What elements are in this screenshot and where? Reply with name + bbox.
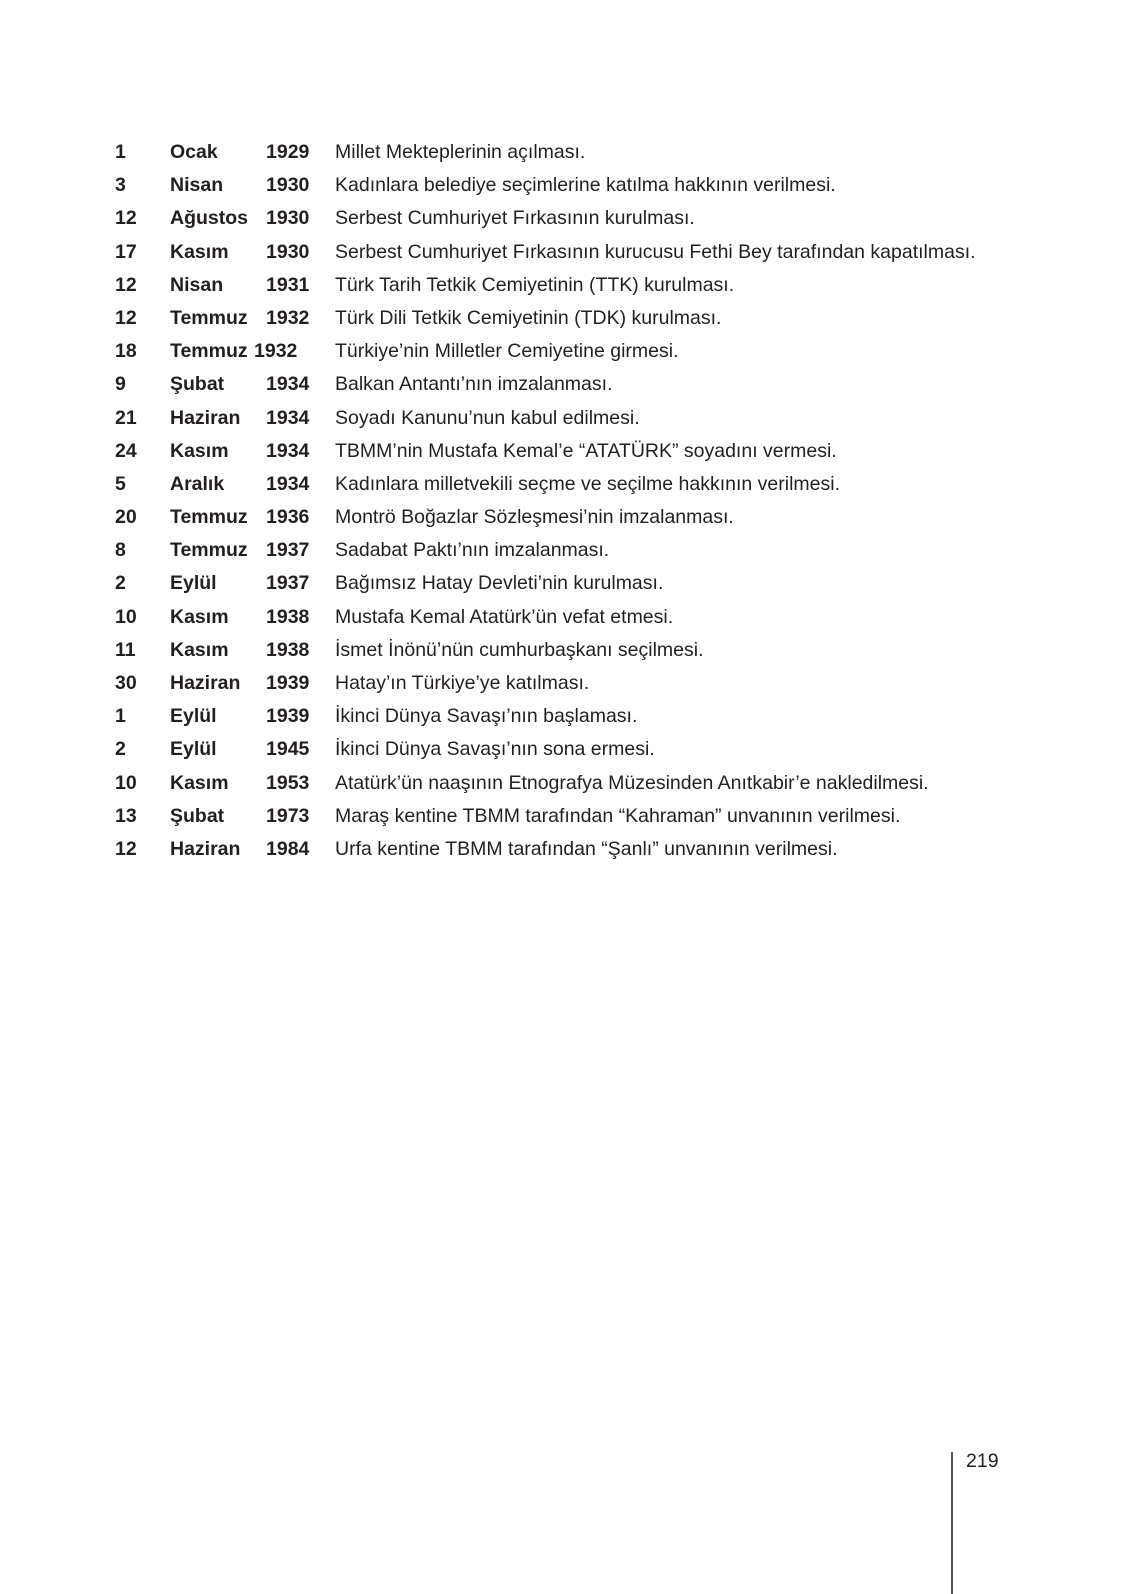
row-event: Türk Dili Tetkik Cemiyetinin (TDK) kurulması. — [335, 306, 722, 329]
row-event: Kadınlara belediye seçimlerine katılma hakkının verilmesi. — [335, 174, 836, 197]
row-month: Şubat — [170, 373, 225, 396]
row-month: Temmuz — [170, 506, 248, 529]
row-event: Millet Mekteplerinin açılması. — [335, 141, 586, 163]
row-day: 12 — [115, 207, 137, 230]
row-day: 24 — [115, 439, 137, 462]
row-day: 20 — [115, 506, 137, 529]
row-day: 10 — [115, 771, 137, 794]
chronology-row — [113, 335, 1013, 368]
row-event: Kadınlara milletvekili seçme ve seçilme hakkının verilmesi. — [335, 472, 841, 495]
row-month: Eylül — [170, 738, 217, 761]
row-year: 1937 — [266, 539, 310, 562]
row-month: Haziran — [170, 406, 241, 429]
page-number: 219 — [966, 1450, 999, 1472]
row-month: Temmuz — [170, 539, 248, 562]
row-event: Urfa kentine TBMM tarafından “Şanlı” unvanının verilmesi. — [335, 837, 838, 860]
row-event: Maraş kentine TBMM tarafından “Kahraman” unvanının verilmesi. — [335, 804, 901, 827]
row-day: 12 — [115, 273, 137, 296]
row-event: Türk Tarih Tetkik Cemiyetinin (TTK) kurulması. — [335, 273, 735, 296]
row-month: Haziran — [170, 837, 241, 860]
chronology-row — [113, 567, 1013, 600]
row-event: Montrö Boğazlar Sözleşmesi’nin imzalanması. — [335, 506, 734, 529]
row-month: Ağustos — [170, 207, 248, 230]
row-month: Temmuz — [170, 340, 248, 363]
chronology-row — [113, 402, 1013, 435]
row-day: 8 — [115, 539, 126, 562]
row-year: 1939 — [266, 705, 310, 728]
row-day: 18 — [115, 340, 137, 363]
row-month: Kasım — [170, 638, 229, 661]
chronology-row — [113, 800, 1013, 833]
row-day: 5 — [115, 472, 126, 495]
row-month: Şubat — [170, 804, 225, 827]
row-day: 17 — [115, 240, 137, 263]
row-day: 9 — [115, 373, 126, 396]
row-month: Kasım — [170, 605, 229, 628]
row-month: Aralık — [170, 472, 225, 495]
row-day: 10 — [115, 605, 137, 628]
row-event: Serbest Cumhuriyet Fırkasının kurucusu Fethi Bey tarafından kapatılması. — [335, 240, 976, 263]
row-year: 1934 — [266, 373, 310, 396]
chronology-row — [113, 601, 1013, 634]
row-day: 2 — [115, 572, 126, 595]
row-event: Mustafa Kemal Atatürk’ün vefat etmesi. — [335, 605, 674, 628]
row-day: 30 — [115, 672, 137, 694]
row-year: 1934 — [266, 406, 310, 429]
row-year: 1939 — [266, 672, 310, 694]
chronology-list — [113, 136, 1013, 866]
row-month: Temmuz — [170, 306, 248, 329]
row-year: 1930 — [266, 240, 310, 263]
row-year: 1930 — [266, 174, 310, 197]
row-event: İkinci Dünya Savaşı’nın sona ermesi. — [335, 738, 655, 761]
row-year: 1973 — [266, 804, 310, 827]
row-year: 1932 — [254, 340, 298, 363]
row-event: İkinci Dünya Savaşı’nın başlaması. — [335, 705, 638, 728]
row-month: Nisan — [170, 174, 224, 197]
chronology-row — [113, 667, 1013, 700]
row-month: Kasım — [170, 771, 229, 794]
row-month: Ocak — [170, 141, 218, 163]
chronology-row — [113, 302, 1013, 335]
row-year: 1934 — [266, 472, 310, 495]
row-year: 1945 — [266, 738, 310, 761]
row-event: Sadabat Paktı’nın imzalanması. — [335, 539, 610, 562]
chronology-row — [113, 136, 1013, 169]
row-day: 12 — [115, 306, 137, 329]
row-event: Balkan Antantı’nın imzalanması. — [335, 373, 613, 396]
row-event: İsmet İnönü’nün cumhurbaşkanı seçilmesi. — [335, 638, 704, 661]
row-event: Türkiye’nin Milletler Cemiyetine girmesi. — [335, 340, 679, 363]
chronology-row — [113, 534, 1013, 567]
row-day: 21 — [115, 406, 137, 429]
row-year: 1953 — [266, 771, 310, 794]
chronology-row — [113, 501, 1013, 534]
row-event: Serbest Cumhuriyet Fırkasının kurulması. — [335, 207, 695, 230]
row-month: Eylül — [170, 572, 217, 595]
chronology-row — [113, 700, 1013, 733]
row-event: Atatürk’ün naaşının Etnografya Müzesinden Anıtkabir’e nakledilmesi. — [335, 771, 929, 794]
row-year: 1934 — [266, 439, 310, 462]
row-year: 1929 — [266, 141, 310, 163]
row-event: Hatay’ın Türkiye’ye katılması. — [335, 672, 590, 694]
chronology-row — [113, 368, 1013, 401]
row-event: TBMM’nin Mustafa Kemal’e “ATATÜRK” soyadını vermesi. — [335, 439, 837, 462]
row-day: 3 — [115, 174, 126, 197]
row-year: 1937 — [266, 572, 310, 595]
row-year: 1936 — [266, 506, 310, 529]
row-day: 1 — [115, 705, 126, 728]
chronology-row — [113, 733, 1013, 766]
row-month: Eylül — [170, 705, 217, 728]
chronology-row — [113, 767, 1013, 800]
row-year: 1938 — [266, 638, 310, 661]
row-month: Haziran — [170, 672, 241, 694]
row-day: 13 — [115, 804, 137, 827]
row-year: 1930 — [266, 207, 310, 230]
chronology-row — [113, 169, 1013, 202]
row-year: 1932 — [266, 306, 310, 329]
chronology-row — [113, 269, 1013, 302]
chronology-row — [113, 435, 1013, 468]
row-day: 12 — [115, 837, 137, 860]
chronology-row — [113, 833, 1013, 866]
row-day: 1 — [115, 141, 126, 163]
chronology-row — [113, 202, 1013, 235]
chronology-row — [113, 468, 1013, 501]
row-month: Nisan — [170, 273, 224, 296]
row-event: Bağımsız Hatay Devleti’nin kurulması. — [335, 572, 664, 595]
row-day: 2 — [115, 738, 126, 761]
page-margin-rule — [951, 1452, 953, 1594]
row-year: 1938 — [266, 605, 310, 628]
row-month: Kasım — [170, 240, 229, 263]
row-year: 1931 — [266, 273, 310, 296]
row-event: Soyadı Kanunu’nun kabul edilmesi. — [335, 406, 640, 429]
chronology-row — [113, 236, 1013, 269]
row-year: 1984 — [266, 837, 310, 860]
row-day: 11 — [115, 638, 136, 661]
chronology-row — [113, 634, 1013, 667]
row-month: Kasım — [170, 439, 229, 462]
